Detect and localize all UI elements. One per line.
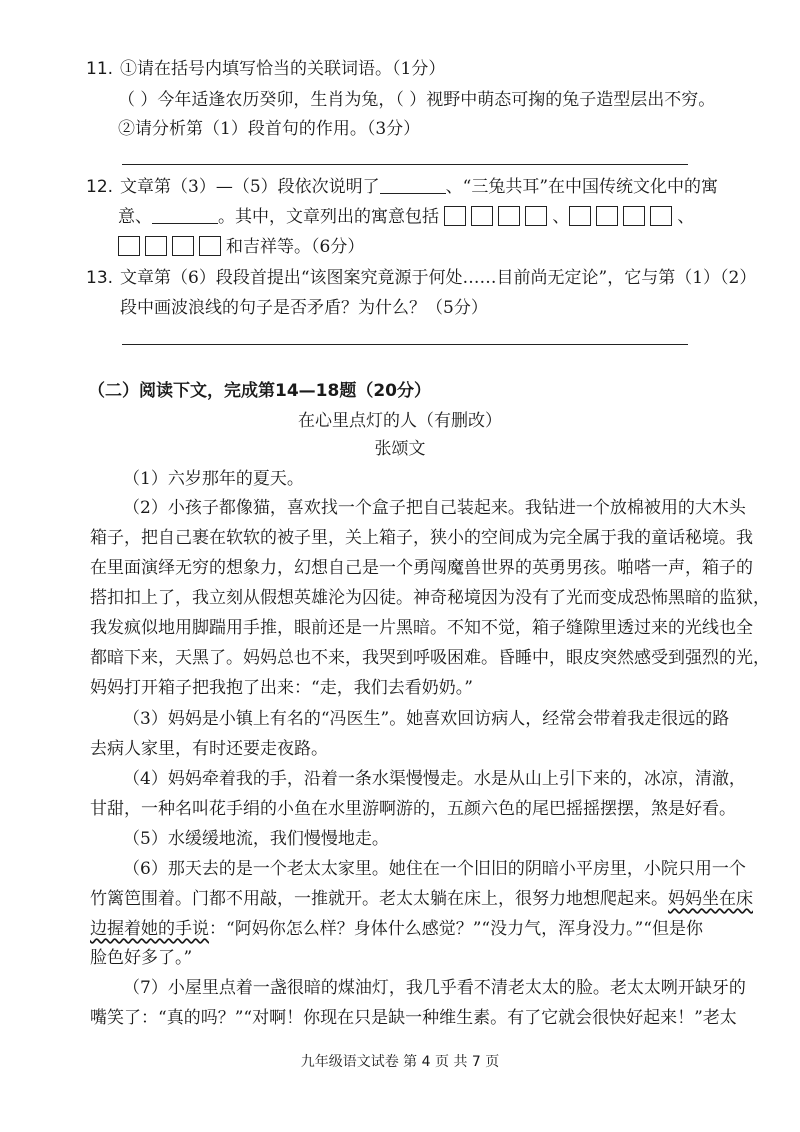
q12-text-d: 。其中，文章列出的寓意包括 <box>218 207 439 227</box>
paragraph-2-line: 我发疯似地用脚踹用手推，眼前还是一片黑暗。不知不觉，箱子缝隙里透过来的光线也全 <box>90 618 753 638</box>
paragraph-6-line <box>90 917 703 941</box>
answer-box[interactable] <box>471 206 493 226</box>
q12-line3 <box>118 235 364 259</box>
q11-line1 <box>86 57 445 81</box>
paragraph-2-line: 箱子，把自己裹在软软的被子里，关上箱子，狭小的空间成为完全属于我的童话秘境。我 <box>90 528 753 548</box>
paragraph-3-line: （3）妈妈是小镇上有名的“冯医生”。她喜欢回访病人，经常会带着我走很远的路 <box>123 709 730 729</box>
paragraph-4-line: （4）妈妈牵着我的手，沿着一条水渠慢慢走。水是从山上引下来的，冰凉，清澈， <box>123 769 746 789</box>
q11-answer-line[interactable] <box>122 164 688 165</box>
q13-line1 <box>86 266 756 290</box>
q12-line2 <box>118 205 694 229</box>
q11-number: 11. <box>86 59 114 79</box>
q11-part1: ①请在括号内填写恰当的关联词语。（1分） <box>120 59 446 79</box>
q13-text-1: 文章第（6）段段首提出“该图案究竟源于何处……目前尚无定论”，它与第（1）（2） <box>120 268 757 288</box>
paragraph-2-line: 搭扣扣上了，我立刻从假想英雄沦为囚徒。神奇秘境因为没有了光而变成恐怖黑暗的监狱， <box>90 588 770 608</box>
q12-text-b: 、“三兔共耳”在中国传统文化中的寓 <box>445 177 719 197</box>
wavy-underlined-text: 边握着她的手说 <box>90 919 209 939</box>
answer-box[interactable] <box>623 206 645 226</box>
q12-text-a: 文章第（3）—（5）段依次说明了 <box>120 177 380 197</box>
paragraph-2-line: 在里面演绎无穷的想象力，幻想自己是一个勇闯魔兽世界的英勇男孩。啪嗒一声，箱子的 <box>90 558 753 578</box>
q13-line2: 段中画波浪线的句子是否矛盾？为什么？（5分） <box>120 298 488 318</box>
q12-text-c: 意、 <box>118 207 152 227</box>
paragraph-6-text: 竹篱笆围着。门都不用敲，一推就开。老太太躺在床上，很努力地想爬起来。 <box>90 889 668 909</box>
answer-box[interactable] <box>145 236 167 256</box>
answer-box[interactable] <box>172 236 194 256</box>
paragraph-4-line: 甘甜，一种名叫花手绢的小鱼在水里游啊游的，五颜六色的尾巴摇摇摆摆，煞是好看。 <box>90 799 736 819</box>
answer-box[interactable] <box>596 206 618 226</box>
paragraph-2-line: 都暗下来，天黑了。妈妈总也不来，我哭到呼吸困难。昏睡中，眼皮突然感受到强烈的光， <box>90 648 770 668</box>
answer-box[interactable] <box>498 206 520 226</box>
answer-box[interactable] <box>444 206 466 226</box>
answer-box[interactable] <box>569 206 591 226</box>
paragraph-3-line: 去病人家里，有时还要走夜路。 <box>90 739 328 759</box>
q13-number: 13. <box>86 268 114 288</box>
q13-answer-line[interactable] <box>122 344 688 345</box>
answer-box[interactable] <box>525 206 547 226</box>
q12-blank-2[interactable] <box>152 205 218 224</box>
section-heading: （二）阅读下文，完成第14—18题（20分） <box>88 381 431 401</box>
paragraph-6-line <box>90 887 753 911</box>
q12-boxes-group-1 <box>444 205 552 229</box>
q11-part2: ②请分析第（1）段首句的作用。（3分） <box>118 119 421 139</box>
answer-box[interactable] <box>650 206 672 226</box>
answer-box[interactable] <box>199 236 221 256</box>
paragraph-6-text: ：“阿妈你怎么样？身体什么感觉？”“没力气，浑身没力。”“但是你 <box>209 919 703 939</box>
page-footer: 九年级语文试卷 第 4 页 共 7 页 <box>300 1054 500 1070</box>
paragraph-2-line: 妈妈打开箱子把我抱了出来：“走，我们去看奶奶。” <box>90 678 473 698</box>
q12-separator-1: 、 <box>552 207 570 227</box>
paragraph-2-line: （2）小孩子都像猫，喜欢找一个盒子把自己装起来。我钻进一个放棉被用的大木头 <box>123 498 746 518</box>
article-title: 在心里点灯的人（有删改） <box>298 411 502 431</box>
article-author: 张颂文 <box>374 439 426 459</box>
paragraph-6-line: 脸色好多了。” <box>90 948 193 968</box>
q12-boxes-group-2 <box>569 205 677 229</box>
paragraph-7-line: 嘴笑了：“真的吗？”“对啊！你现在只是缺一种维生素。有了它就会很快好起来！”老太 <box>90 1008 737 1028</box>
q12-separator-2: 、 <box>677 207 695 227</box>
q12-blank-1[interactable] <box>380 175 446 194</box>
q12-number: 12. <box>86 177 114 197</box>
answer-box[interactable] <box>118 236 140 256</box>
paragraph-6-line: （6）那天去的是一个老太太家里。她住在一个旧旧的阴暗小平房里，小院只用一个 <box>123 859 746 879</box>
q12-text-e: 和吉祥等。（6分） <box>226 237 365 257</box>
paragraph-5: （5）水缓缓地流，我们慢慢地走。 <box>123 829 389 849</box>
q12-line1 <box>86 175 718 199</box>
paragraph-1: （1）六岁那年的夏天。 <box>123 469 304 489</box>
wavy-underlined-text: 妈妈坐在床 <box>668 889 753 909</box>
q11-fill-sentence: （ ）今年适逢农历癸卯，生肖为兔，（ ）视野中萌态可掬的兔子造型层出不穷。 <box>118 90 716 110</box>
q12-boxes-group-3 <box>118 235 226 259</box>
paragraph-7-line: （7）小屋里点着一盏很暗的煤油灯，我几乎看不清老太太的脸。老太太咧开缺牙的 <box>123 978 746 998</box>
